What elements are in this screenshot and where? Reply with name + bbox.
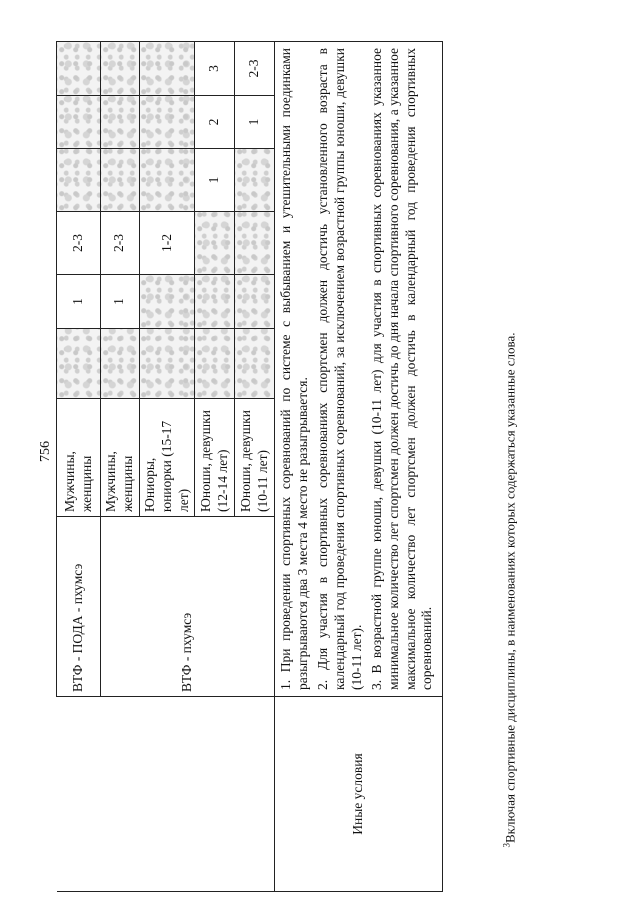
rank-cell: [139, 42, 195, 96]
rank-cell: [235, 275, 275, 329]
rank-cell: 2-3: [57, 212, 101, 275]
discipline-cell: ВТФ - ПОДА - пхумсэ: [57, 517, 101, 697]
left-blank-cell: [57, 697, 275, 892]
rank-cell: 2-3: [101, 212, 140, 275]
rank-cell: [101, 96, 140, 149]
rank-cell: 1-2: [139, 212, 195, 275]
footnote-marker: 3: [501, 843, 512, 848]
condition-item: 1. При проведении спортивных соревнований по системе с выбыванием и утешительными поединками разыгрываются два 3 места 4 место не разыгрывается.: [278, 48, 311, 690]
rank-cell: [57, 329, 101, 399]
rank-cell: [101, 42, 140, 96]
footnote-text: Включая спортивные дисциплины, в наименованиях которых содержаться указанные слова.: [502, 332, 518, 844]
page-number: 756: [38, 441, 53, 462]
rank-cell: [235, 149, 275, 212]
rank-cell: 1: [101, 275, 140, 329]
rank-cell: [101, 149, 140, 212]
rank-cell: 3: [195, 42, 235, 96]
group-cell: Мужчины, женщины: [57, 399, 101, 517]
rank-cell: [139, 96, 195, 149]
rank-cell: [139, 329, 195, 399]
rank-cell: [195, 329, 235, 399]
conditions-row: [275, 42, 443, 892]
group-cell: Юноши, девушки (10-11 лет): [235, 399, 275, 517]
rank-cell: [57, 96, 101, 149]
condition-item: 2. Для участия в спортивных соревнованиях спортсмен должен достичь установленного возраста в календарный год проведения спортивных соревнований, за исключением возрастной группы юноши, девушки (10-11 лет).: [315, 48, 364, 690]
rank-cell: [235, 329, 275, 399]
footnote: [501, 332, 518, 847]
discipline-cell: ВТФ - пхумсэ: [101, 517, 275, 697]
group-cell: Юноши, девушки (12-14 лет): [195, 399, 235, 517]
rank-cell: [195, 275, 235, 329]
conditions-label: Иные условия: [275, 697, 443, 892]
rank-cell: 2: [195, 96, 235, 149]
rank-cell: [57, 42, 101, 96]
rank-cell: [195, 212, 235, 275]
rank-cell: [57, 149, 101, 212]
group-cell: Мужчины, женщины: [101, 399, 140, 517]
group-cell: Юниоры, юниорки (15-17 лет): [139, 399, 195, 517]
rank-cell: 1: [195, 149, 235, 212]
ranks-table: [56, 41, 443, 892]
conditions-cell: [275, 42, 443, 697]
rotated-table-area: [56, 42, 435, 892]
table-row: [57, 42, 101, 892]
rank-cell: 2-3: [235, 42, 275, 96]
rank-cell: 1: [235, 96, 275, 149]
rank-cell: [101, 329, 140, 399]
rank-cell: [139, 275, 195, 329]
rank-cell: [139, 149, 195, 212]
condition-item: 3. В возрастной группе юноши, девушки (10-11 лет) для участия в спортивных соревнованиях указанное минимальное количество лет спортсмен должен достичь до дня начала спортивного соревнования, а указанное максимальное количество лет спортсмен должен достичь в календарный год проведения спортивных соревнований.: [368, 48, 435, 690]
rank-cell: [235, 212, 275, 275]
rank-cell: 1: [57, 275, 101, 329]
